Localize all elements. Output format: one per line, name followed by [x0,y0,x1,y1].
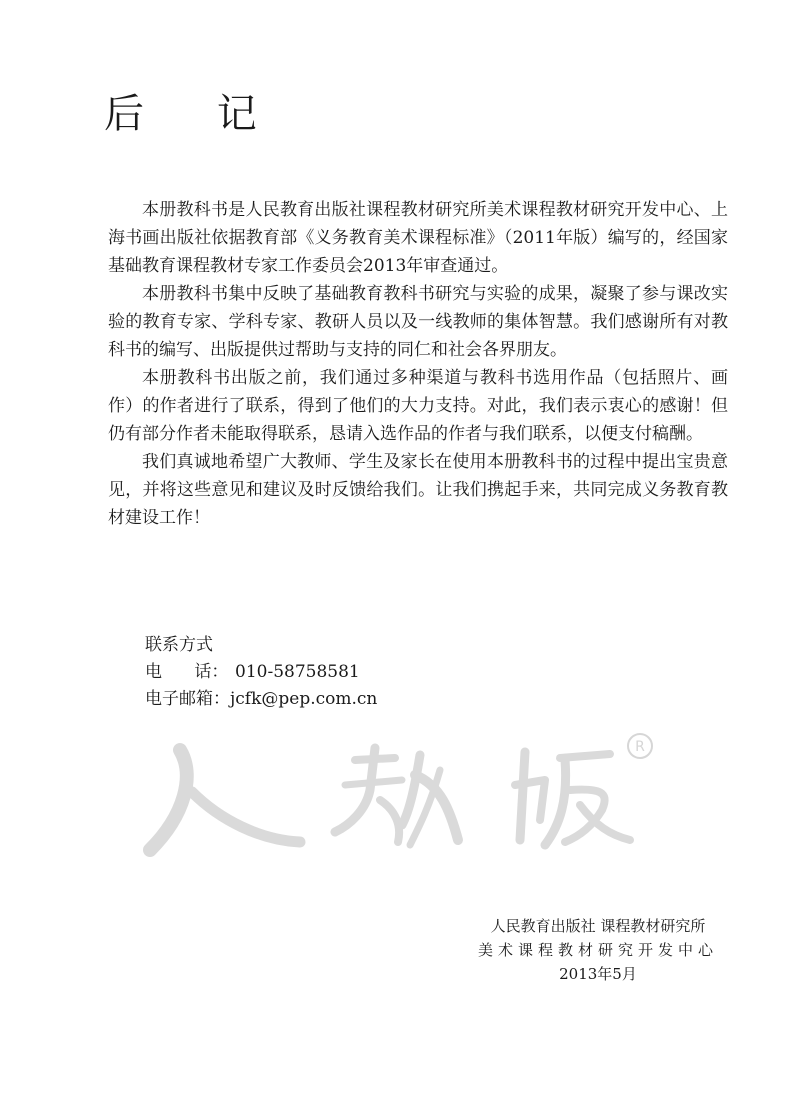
paragraph-4: 我们真诚地希望广大教师、学生及家长在使用本册教科书的过程中提出宝贵意见，并将这些意见和建议及时反馈给我们。让我们携起手来，共同完成义务教育教材建设工作！ [108,452,728,528]
paragraph-2: 本册教科书集中反映了基础教育教科书研究与实验的成果，凝聚了参与课改实验的教育专家、学科专家、教研人员以及一线教师的集体智慧。我们感谢所有对教科书的编写、出版提供过帮助与支持的同仁和社会各界朋友。 [108,284,728,360]
email-label: 电子邮箱： [145,689,230,709]
paragraph-3: 本册教科书出版之前，我们通过多种渠道与教科书选用作品（包括照片、画作）的作者进行了联系，得到了他们的大力支持。对此，我们表示衷心的感谢！但仍有部分作者未能取得联系，恳请入选作品的作者与我们联系，以便支付稿酬。 [108,368,728,444]
phone-label: 电 话： [145,662,229,682]
afterword-body [108,196,728,532]
registered-mark-icon [628,734,652,758]
signature-line-2: 美术课程教材研究开发中心 [477,941,718,959]
email-address: jcfk@pep.com.cn [230,689,378,709]
contact-info [145,632,377,713]
signature-line-1: 人民教育出版社 课程教材研究所 [490,917,706,935]
signature-date: 2013年5月 [559,965,637,983]
publisher-signature [478,914,718,986]
paragraph-1: 本册教科书是人民教育出版社课程教材研究所美术课程教材研究开发中心、上海书画出版社依据教育部《义务教育美术课程标准》（2011年版）编写的，经国家基础教育课程教材专家工作委员会2013年审查通过。 [108,200,728,276]
email-row [145,686,377,713]
page-title: 后 记 [104,91,287,137]
phone-number: 010-58758581 [235,662,360,682]
phone-row [145,659,377,686]
pep-logo-watermark [140,730,660,860]
contact-heading: 联系方式 [145,635,213,655]
svg-text:R: R [635,739,645,755]
